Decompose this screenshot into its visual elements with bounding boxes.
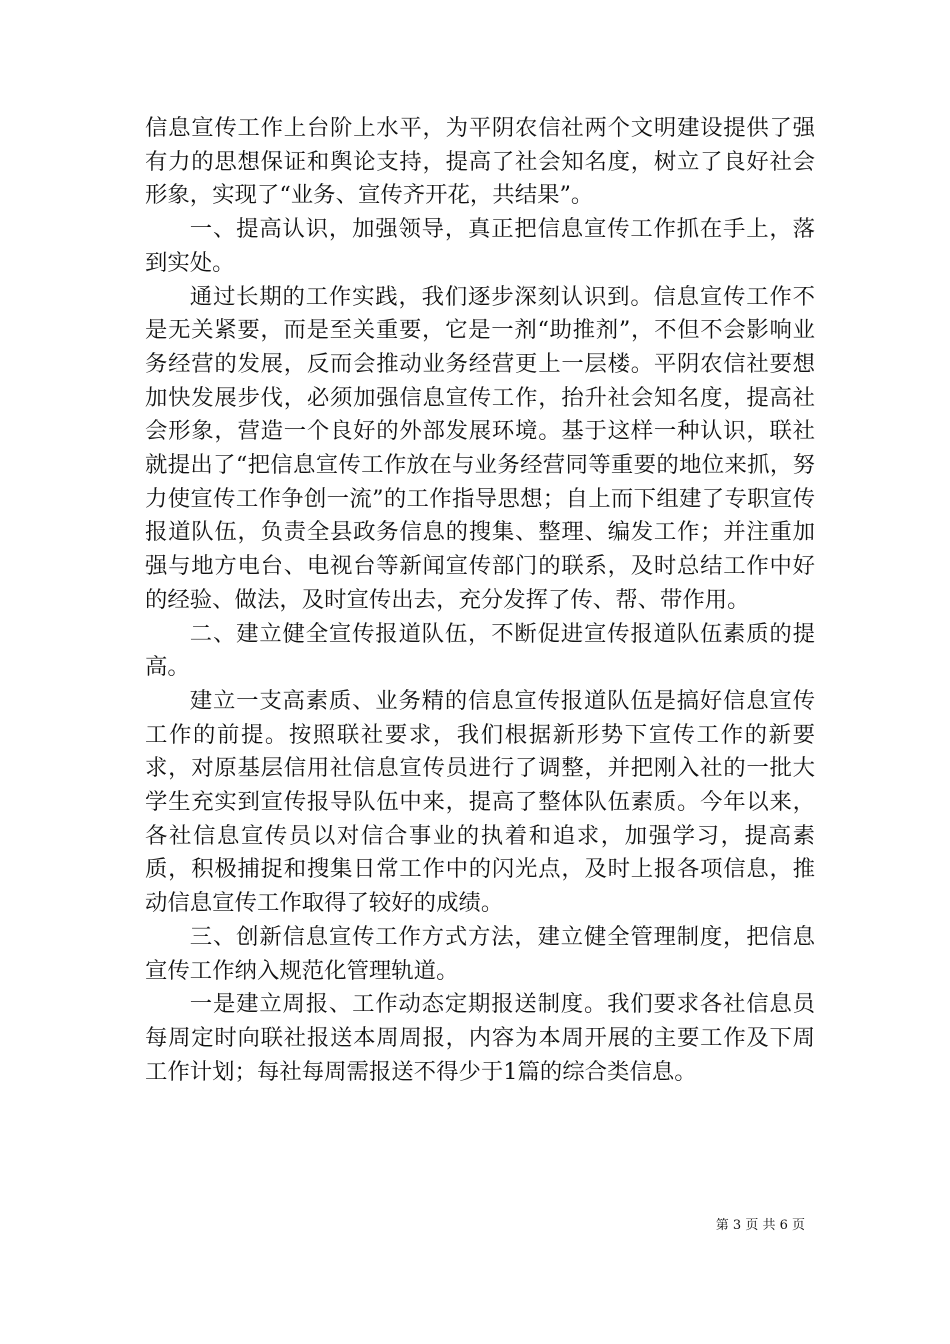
document-body: [145, 112, 815, 1089]
section-heading-1: 一、提高认识，加强领导，真正把信息宣传工作抓在手上，落到实处。: [145, 216, 815, 276]
section-heading-2: 二、建立健全宣传报道队伍，不断促进宣传报道队伍素质的提高。: [145, 620, 815, 681]
paragraph-2: 通过长期的工作实践，我们逐步深刻认识到。信息宣传工作不是无关紧要，而是至关重要，它是一剂“助推剂”，不但不会影响业务经营的发展，反而会推动业务经营更上一层楼。平阴农信社要想加快发展步伐，必须加强信息宣传工作，抬升社会知名度，提高社会形象，营造一个良好的外部发展环境。基于这样一种认识，联社就提出了“把信息宣传工作放在与业务经营同等重要的地位来抓，努力使宣传工作争创一流”的工作指导思想；自上而下组建了专职宣传报道队伍，负责全县政务信息的搜集、整理、编发工作；并注重加强与地方电台、电视台等新闻宣传部门的联系，及时总结工作中好的经验、做法，及时宣传出去，充分发挥了传、帮、带作用。: [145, 283, 815, 613]
page-number: 第 3 页 共 6 页: [715, 1218, 805, 1233]
section-heading-3: 三、创新信息宣传工作方式方法，建立健全管理制度，把信息宣传工作纳入规范化管理轨道。: [145, 923, 815, 984]
paragraph-1: 信息宣传工作上台阶上水平，为平阴农信社两个文明建设提供了强有力的思想保证和舆论支持，提高了社会知名度，树立了良好社会形象，实现了“业务、宣传齐开花，共结果”。: [145, 115, 815, 209]
paragraph-3: 建立一支高素质、业务精的信息宣传报道队伍是搞好信息宣传工作的前提。按照联社要求，我们根据新形势下宣传工作的新要求，对原基层信用社信息宣传员进行了调整，并把刚入社的一批大学生充实到宣传报导队伍中来，提高了整体队伍素质。今年以来，各社信息宣传员以对信合事业的执着和追求，加强学习，提高素质，积极捕捉和搜集日常工作中的闪光点，及时上报各项信息，推动信息宣传工作取得了较好的成绩。: [145, 687, 815, 917]
paragraph-4: 一是建立周报、工作动态定期报送制度。我们要求各社信息员每周定时向联社报送本周周报，内容为本周开展的主要工作及下周工作计划；每社每周需报送不得少于1篇的综合类信息。: [145, 991, 815, 1085]
